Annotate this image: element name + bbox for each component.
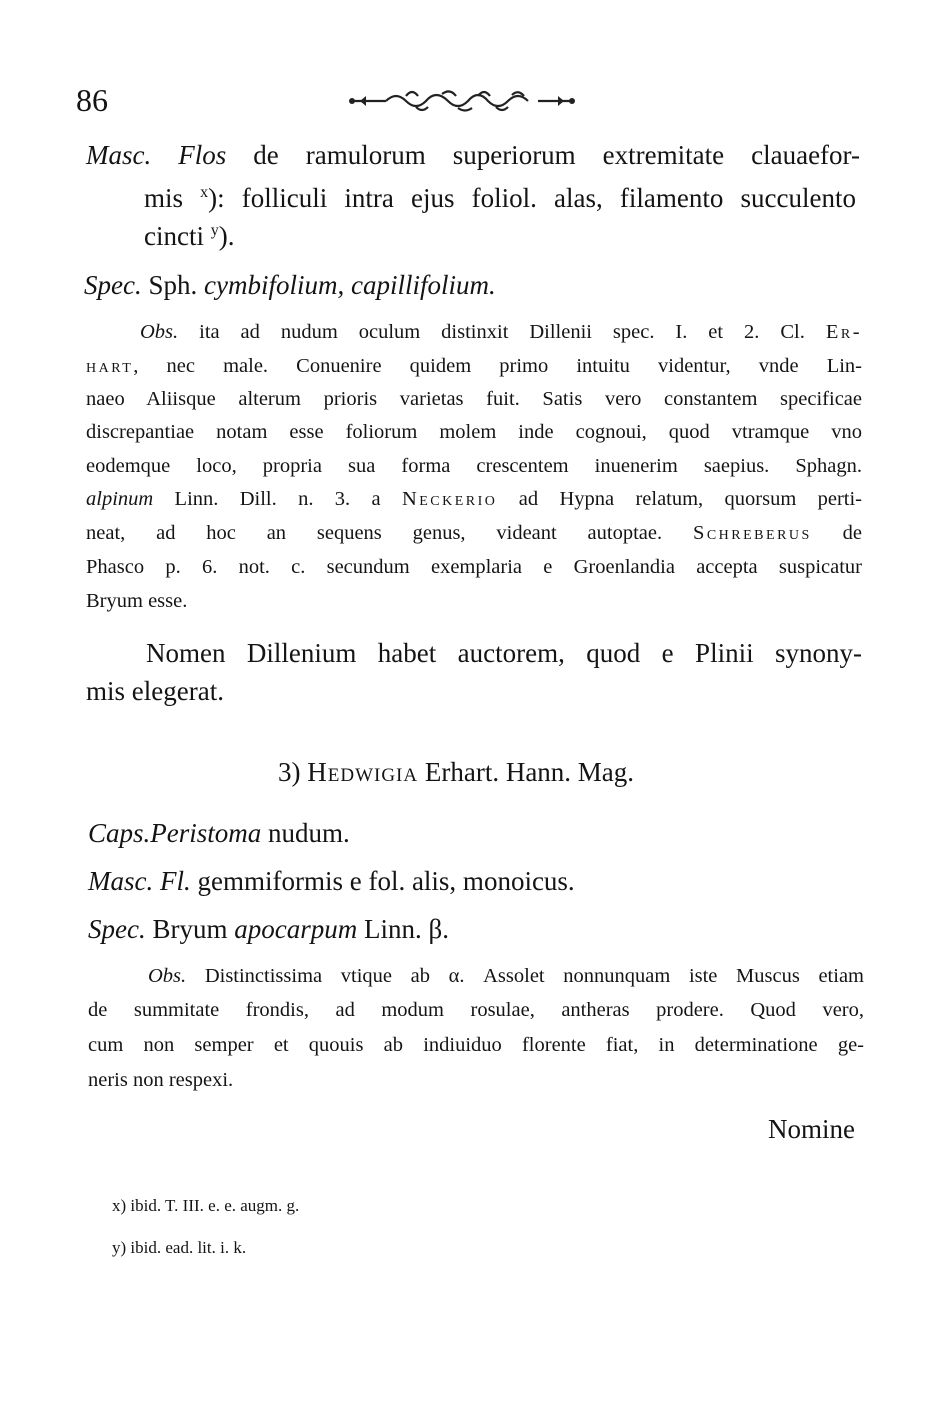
obs-line-8: Phasco p. 6. not. c. secundum exemplaria e Groenlandia accepta suspicatur [86,556,862,578]
obs2-line-3: cum non semper et quouis ab indiuiduo florente fiat, in determinatione ge- [88,1034,864,1056]
genus-heading [278,753,634,791]
spec-species: cymbifolium, capillifolium. [204,270,496,300]
label-masc: Masc. [86,140,152,170]
spec-genus: Sph. [148,270,198,300]
obs-name-neckerio: Neckerio [401,488,498,510]
footnote-ref-y: y [210,222,219,239]
obs-line-6 [86,485,862,514]
nomen-line-2: mis elegerat. [86,676,224,706]
masc-fl-line [88,862,575,900]
obs-text-6b: ad Hypna relatum, quorsum perti- [518,488,862,510]
footnote-x [112,1196,299,1216]
obs-line-1 [140,318,862,347]
footnote-y-mark: y) [112,1238,127,1257]
footnote-y [112,1238,246,1258]
obs2-line-2: de summitate frondis, ad modum rosulae, antheras prodere. Quod vero, [88,999,864,1021]
caps-text: nudum. [268,818,350,848]
page-number: 86 [76,82,108,118]
obs-text-7b: de [842,522,862,544]
heading-genus-name: Hedwigia [307,757,419,787]
obs-text-1: ita ad nudum oculum distinxit Dillenii spec. I. et 2. Cl. [199,321,805,343]
nomen-line-1: Nomen Dillenium habet auctorem, quod e Plinii synony- [146,638,862,668]
obs-text-6a: Linn. Dill. n. 3. a [174,488,381,510]
label-flos: Flos [178,140,227,170]
caps-line [88,814,350,852]
masc-text-3a: cincti [144,221,204,251]
obs2-text-1: Distinctissima vtique ab α. Assolet nonnunquam iste Muscus etiam [204,965,864,987]
label-spec: Spec. [84,270,142,300]
obs-name-erhart-2: hart [86,355,134,377]
label-caps: Caps. [88,818,151,848]
masc-fl-text: gemmiformis e fol. alis, monoicus. [197,866,575,896]
heading-number: 3) [278,757,301,787]
footnote-ref-x: x [200,184,209,201]
footnote-x-text: ibid. T. III. e. e. augm. g. [130,1196,300,1215]
obs-alpinum: alpinum [86,488,154,510]
spec-2-species: apocarpum [234,914,358,944]
masc-text-1: de ramulorum superiorum extremitate clauaefor- [253,140,860,170]
obs-line-3: naeo Aliisque alterum prioris varietas fuit. Satis vero constantem specificae [86,388,862,410]
obs-text-2: , nec male. Conuenire quidem primo intuitu videntur, vnde Lin- [133,355,862,377]
printer-ornament [346,86,578,116]
label-obs-2: Obs. [148,965,187,987]
catchword: Nomine [768,1114,855,1144]
spec-2-authority: Linn. β. [363,914,449,944]
masc-text-2b: ): folliculi intra ejus foliol. alas, filamento succulento [208,183,856,213]
obs2-line-4: neris non respexi. [88,1069,234,1091]
obs-line-7 [86,519,862,548]
footnote-y-text: ibid. ead. lit. i. k. [130,1238,247,1257]
obs-line-9: Bryum esse. [86,590,188,612]
masc-line-3 [144,212,234,255]
spec-line [84,266,496,304]
obs-line-4: discrepantiae notam esse foliorum molem inde cognoui, quod vtramque vno [86,421,862,443]
spec-2-genus: Bryum [152,914,228,944]
caps-peristoma: Peristoma [150,818,262,848]
obs-line-2 [86,352,862,381]
obs-name-erhart-1: Er- [825,321,863,343]
obs-name-schreberus: Schreberus [692,522,812,544]
label-spec-2: Spec. [88,914,146,944]
obs2-line-1 [148,962,864,991]
footnote-x-mark: x) [112,1196,127,1215]
label-masc-fl: Masc. Fl. [88,866,191,896]
masc-line-2 [144,174,856,217]
obs-line-5: eodemque loco, propria sua forma crescentem inuenerim saepius. Sphagn. [86,455,862,477]
masc-text-3b: ). [218,221,235,251]
obs-text-7a: neat, ad hoc an sequens genus, videant autoptae. [86,522,663,544]
label-obs: Obs. [140,321,179,343]
heading-reference: Erhart. Hann. Mag. [424,757,635,787]
masc-text-2a: mis [144,183,184,213]
spec-line-2 [88,910,449,948]
masc-line-1 [86,136,860,174]
